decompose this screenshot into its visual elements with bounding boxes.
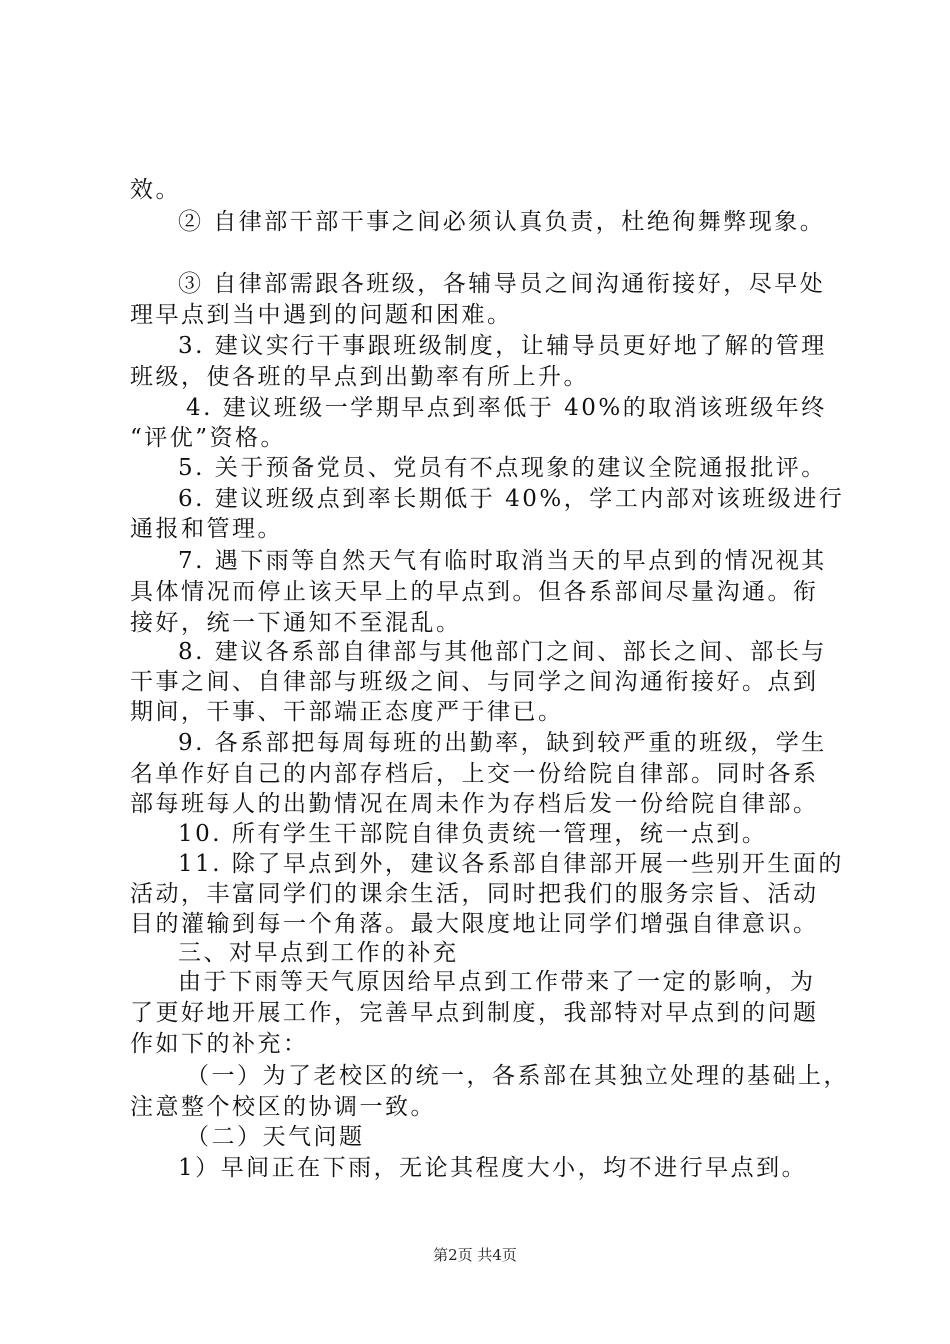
text-line: 作如下的补充： — [130, 1031, 309, 1057]
text-line: 干事之间、自律部与班级之间、与同学之间沟通衔接好。点到 — [130, 669, 819, 695]
text-line: ② 自律部干部干事之间必须认真负责，杜绝徇舞弊现象。 — [178, 209, 826, 235]
text-line: 8. 建议各系部自律部与其他部门之间、部长之间、部长与 — [178, 639, 827, 665]
text-line: 通报和管理。 — [130, 516, 283, 542]
section-heading: 三、对早点到工作的补充 — [178, 940, 459, 966]
text-line: （一）为了老校区的统一，各系部在其独立处理的基础上， — [186, 1063, 849, 1089]
subsection-heading: （二）天气问题 — [186, 1124, 365, 1150]
text-line: 目的灌输到每一个角落。最大限度地让同学们增强自律意识。 — [130, 911, 819, 937]
text-line: 部每班每人的出勤情况在周未作为存档后发一份给院自律部。 — [130, 791, 819, 817]
text-line: 活动，丰富同学们的课余生活，同时把我们的服务宗旨、活动 — [130, 881, 819, 907]
text-line: 11. 除了早点到外，建议各系部自律部开展一些别开生面的 — [178, 851, 844, 877]
page-footer: 第2页 共4页 — [433, 1246, 517, 1264]
text-line: 由于下雨等天气原因给早点到工作带来了一定的影响，为 — [178, 969, 816, 995]
text-line: “评优”资格。 — [130, 425, 287, 451]
text-line: 10. 所有学生干部院自律负责统一管理，统一点到。 — [178, 821, 768, 847]
text-line: 接好，统一下通知不至混乱。 — [130, 610, 462, 636]
text-line: 班级，使各班的早点到出勤率有所上升。 — [130, 364, 589, 390]
text-line: ③ 自律部需跟各班级，各辅导员之间沟通衔接好，尽早处 — [178, 271, 826, 297]
text-line: 1）早间正在下雨，无论其程度大小，均不进行早点到。 — [178, 1155, 808, 1181]
text-line: 了更好地开展工作，完善早点到制度，我部特对早点到的问题 — [130, 1000, 819, 1026]
text-line: 具体情况而停止该天早上的早点到。但各系部间尽量沟通。衔 — [130, 579, 819, 605]
text-line: 4. 建议班级一学期早点到率低于 40%的取消该班级年终 — [186, 395, 827, 421]
text-line: 名单作好自己的内部存档后，上交一份给院自律部。同时各系 — [130, 761, 819, 787]
text-line: 效。 — [130, 177, 181, 203]
text-line: 理早点到当中遇到的问题和困难。 — [130, 302, 513, 328]
text-line: 7. 遇下雨等自然天气有临时取消当天的早点到的情况视其 — [178, 548, 827, 574]
text-line: 6. 建议班级点到率长期低于 40%，学工内部对该班级进行 — [178, 486, 845, 512]
text-line: 3. 建议实行干事跟班级制度，让辅导员更好地了解的管理 — [178, 333, 827, 359]
text-line: 期间，干事、干部端正态度严于律已。 — [130, 699, 564, 725]
text-line: 注意整个校区的协调一致。 — [130, 1094, 436, 1120]
text-line: 5. 关于预备党员、党员有不点现象的建议全院通报批评。 — [178, 455, 827, 481]
text-line: 9. 各系部把每周每班的出勤率，缺到较严重的班级，学生 — [178, 730, 827, 756]
